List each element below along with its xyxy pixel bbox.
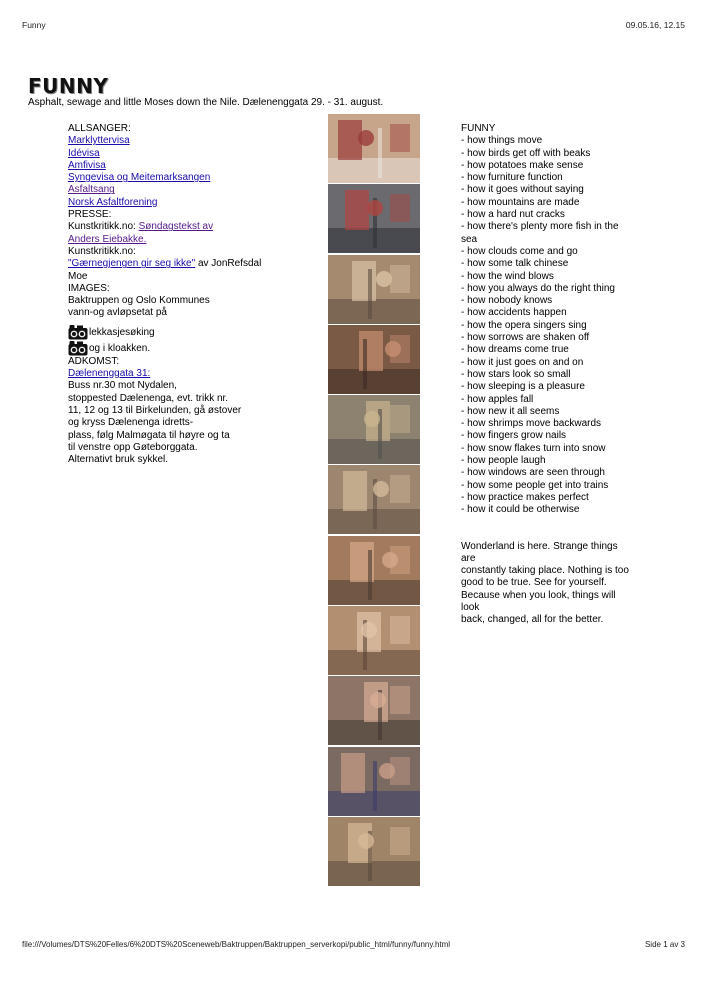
photo-shop-window (328, 184, 420, 253)
funny-line: - how fingers grow nails (461, 430, 567, 442)
page-title: FUNNY (28, 74, 109, 98)
photo-woman-and-bald-man (328, 606, 420, 675)
funny-list (461, 135, 641, 516)
page-subtitle: Asphalt, sewage and little Moses down the Nile. Dælenenggata 29. - 31. august. (28, 97, 384, 108)
funny-line: - how people laugh (461, 455, 546, 467)
camera-icon[interactable] (68, 324, 88, 340)
funny-line: - how the opera singers sing (461, 319, 587, 331)
photo-man-with-glasses (328, 676, 420, 745)
funny-line: - how things move (461, 135, 543, 147)
paragraph-line: constantly taking place. Nothing is too (461, 565, 629, 577)
paragraph-line: look (461, 601, 480, 613)
info-column (68, 123, 283, 466)
directions-line: 11, 12 og 13 til Birkelunden, gå østover (68, 404, 242, 416)
directions-line: Alternativt bruk sykkel. (68, 454, 169, 466)
funny-line: - how dreams come true (461, 344, 569, 356)
press-link-gaernegjengen[interactable]: "Gærnegjengen gir seg ikke" (68, 258, 196, 270)
funny-line: - how sleeping is a pleasure (461, 381, 585, 393)
paragraph-line: Because when you look, things will (461, 589, 616, 601)
funny-line: - how it could be otherwise (461, 504, 580, 516)
adkomst-heading: ADKOMST: (68, 355, 120, 367)
press-byline-b: Moe (68, 270, 88, 282)
paragraph-line: back, changed, all for the better. (461, 614, 604, 626)
images-text-b: vann-og avløpsetat på (68, 307, 167, 319)
funny-line: - how apples fall (461, 393, 534, 405)
funny-line: - how nobody knows (461, 295, 553, 307)
press-link-sondagstekst[interactable]: Søndagstekst av (138, 221, 214, 233)
photo-bunk-frames (328, 395, 420, 464)
photo-strip (328, 114, 420, 887)
song-link-syngevisa[interactable]: Syngevisa og Meitemarksangen (68, 172, 211, 184)
address-link[interactable]: Dælenenggata 31: (68, 368, 151, 380)
funny-line: - how you always do the right thing (461, 282, 615, 294)
camera-icon[interactable] (68, 340, 88, 356)
photo-group-workshop (328, 536, 420, 605)
print-footer-url: file:///Volumes/DTS%20Felles/6%20DTS%20Sceneweb/Baktruppen/Baktruppen_serverkopi/public_html/funny/funny.html (22, 940, 451, 949)
directions-line: stoppested Dælenenga, evt. trikk nr. (68, 392, 229, 404)
image-link-lekkasjesoking[interactable] (68, 324, 283, 340)
funny-text-column (461, 123, 641, 627)
press-link-sondagstekst-author[interactable]: Anders Eiebakke. (68, 233, 147, 245)
wonderland-paragraph (461, 541, 641, 627)
song-link-marklyttervisa[interactable]: Marklyttervisa (68, 135, 130, 147)
print-header-datetime: 09.05.16, 12.15 (625, 20, 685, 30)
photo-man-wooden-frames (328, 255, 420, 324)
song-link-norsk-asfaltforening[interactable]: Norsk Asfaltforening (68, 196, 158, 208)
song-link-idevisa[interactable]: Idévisa (68, 147, 100, 159)
funny-line: - how some talk chinese (461, 258, 569, 270)
funny-line: - how the wind blows (461, 270, 554, 282)
image-caption-kloakken: og i kloakken. (89, 343, 151, 355)
funny-line: - how new it all seems (461, 405, 560, 417)
press-byline-a: av JonRefsdal (195, 258, 262, 270)
press-source-1: Kunstkritikk.no: (68, 221, 139, 233)
photo-woman-bunks (328, 817, 420, 886)
paragraph-line: are (461, 552, 476, 564)
directions-line: til venstre opp Gøteborggata. (68, 441, 198, 453)
funny-line: - how birds get off with beaks (461, 147, 591, 159)
directions-line: Buss nr.30 mot Nydalen, (68, 380, 177, 392)
directions-line: plass, følg Malmøgata til høyre og ta (68, 429, 230, 441)
funny-line: - how potatoes make sense (461, 159, 584, 171)
funny-line: - how sorrows are shaken off (461, 332, 590, 344)
allsanger-heading: ALLSANGER: (68, 123, 131, 134)
paragraph-line: Wonderland is here. Strange things (461, 540, 618, 552)
funny-line: - how windows are seen through (461, 467, 605, 479)
press-source-2: Kunstkritikk.no: (68, 245, 136, 257)
funny-line: - how there's plenty more fish in the (461, 221, 619, 233)
funny-line: - how furniture function (461, 172, 563, 184)
funny-heading: FUNNY (461, 123, 496, 134)
funny-line: - how practice makes perfect (461, 491, 589, 503)
song-link-asfaltsang[interactable]: Asfaltsang (68, 184, 115, 196)
image-link-kloakken[interactable] (68, 340, 283, 356)
funny-line: - how mountains are made (461, 196, 580, 208)
song-link-amfivisa[interactable]: Amfivisa (68, 159, 106, 171)
image-caption-lekkasjesoking: lekkasjesøking (89, 327, 155, 339)
funny-line: - how it just goes on and on (461, 356, 584, 368)
directions-line: og kryss Dælenenga idretts- (68, 417, 194, 429)
presse-heading: PRESSE: (68, 209, 112, 221)
funny-line: - how some people get into trains (461, 479, 609, 491)
photo-close-up-man (328, 747, 420, 816)
images-text-a: Baktruppen og Oslo Kommunes (68, 295, 210, 307)
photo-workers-room (328, 465, 420, 534)
funny-line: - how a hard nut cracks (461, 209, 565, 221)
funny-line: - how stars look so small (461, 368, 571, 380)
print-header-title: Funny (22, 20, 46, 30)
photo-shopfront (328, 114, 420, 183)
paragraph-line: good to be true. See for yourself. (461, 577, 607, 589)
funny-line: - how accidents happen (461, 307, 567, 319)
funny-line: - how it goes without saying (461, 184, 584, 196)
funny-line: sea (461, 233, 478, 245)
photo-shirtless-man-tape (328, 325, 420, 394)
funny-line: - how snow flakes turn into snow (461, 442, 606, 454)
funny-line: - how shrimps move backwards (461, 418, 602, 430)
images-heading: IMAGES: (68, 282, 110, 294)
print-footer-page: Side 1 av 3 (644, 940, 685, 949)
funny-line: - how clouds come and go (461, 245, 578, 257)
